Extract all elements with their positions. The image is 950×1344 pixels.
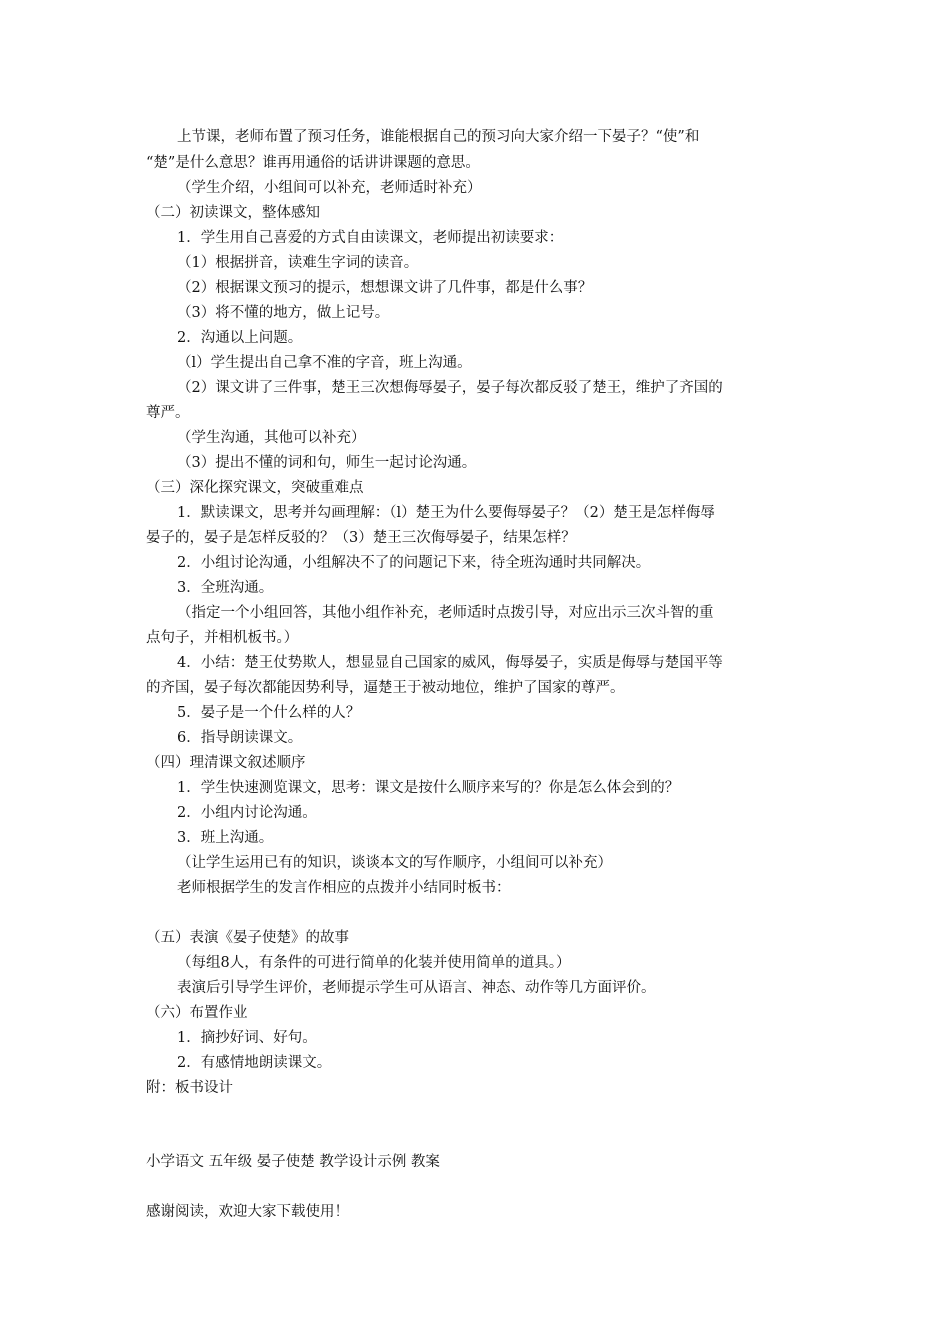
list-item: 2．沟通以上问题。 — [177, 330, 303, 346]
paragraph-line: 表演后引导学生评价，老师提示学生可从语言、神态、动作等几方面评价。 — [177, 980, 656, 996]
list-item: 6．指导朗读课文。 — [177, 730, 303, 746]
list-item: （3）将不懂的地方，做上记号。 — [177, 305, 390, 321]
paragraph-line: 附：板书设计 — [146, 1080, 233, 1096]
section-heading: （五）表演《晏子使楚》的故事 — [146, 930, 349, 946]
section-heading: （四）理清课文叙述顺序 — [146, 755, 306, 771]
footer-caption: 小学语文 五年级 晏子使楚 教学设计示例 教案 — [146, 1154, 440, 1170]
paragraph-line: 尊严。 — [146, 405, 190, 421]
list-item: 1．学生用自己喜爱的方式自由读课文，老师提出初读要求： — [177, 230, 564, 246]
paragraph-line: 上节课，老师布置了预习任务，谁能根据自己的预习向大家介绍一下晏子？“使”和 — [177, 129, 700, 145]
paragraph-line: （学生介绍，小组间可以补充，老师适时补充） — [177, 180, 482, 196]
list-item: （l）学生提出自己拿不准的字音，班上沟通。 — [177, 355, 472, 371]
paragraph-line: 点句子，并相机板书。） — [146, 630, 299, 646]
paragraph-line: 的齐国，晏子每次都能因势利导，逼楚王于被动地位，维护了国家的尊严。 — [146, 680, 625, 696]
list-item: （1）根据拼音，读难生字词的读音。 — [177, 255, 419, 271]
paragraph-line: （每组8人，有条件的可进行简单的化装并使用简单的道具。） — [177, 955, 571, 971]
list-item: 5．晏子是一个什么样的人？ — [177, 705, 361, 721]
paragraph-line: （指定一个小组回答，其他小组作补充，老师适时点拨引导，对应出示三次斗智的重 — [177, 605, 714, 621]
list-item: 3．全班沟通。 — [177, 580, 274, 596]
list-item: 1．学生快速测览课文，思考：课文是按什么顺序来写的？你是怎么体会到的？ — [177, 780, 680, 796]
list-item: 2．小组内讨论沟通。 — [177, 805, 317, 821]
section-heading: （二）初读课文，整体感知 — [146, 205, 320, 221]
paragraph-line: （让学生运用已有的知识，谈谈本文的写作顺序，小组间可以补充） — [177, 855, 612, 871]
paragraph-line: “楚”是什么意思？谁再用通俗的话讲讲课题的意思。 — [146, 155, 480, 171]
list-item: 4．小结：楚王仗势欺人，想显显自己国家的威风，侮辱晏子，实质是侮辱与楚国平等 — [177, 655, 723, 671]
list-item: （3）提出不懂的词和句，师生一起讨论沟通。 — [177, 455, 477, 471]
paragraph-line: 晏子的，晏子是怎样反驳的？（3）楚王三次侮辱晏子，结果怎样？ — [146, 530, 576, 546]
paragraph-line: （学生沟通，其他可以补充） — [177, 430, 366, 446]
list-item: （2）根据课文预习的提示，想想课文讲了几件事，都是什么事？ — [177, 280, 593, 296]
section-heading: （六）布置作业 — [146, 1005, 248, 1021]
paragraph-line: 老师根据学生的发言作相应的点拨并小结同时板书： — [177, 880, 511, 896]
list-item: 2．小组讨论沟通，小组解决不了的问题记下来，待全班沟通时共同解决。 — [177, 555, 651, 571]
section-heading: （三）深化探究课文，突破重难点 — [146, 480, 364, 496]
closing-note: 感谢阅读，欢迎大家下载使用！ — [146, 1204, 349, 1220]
list-item: （2）课文讲了三件事，楚王三次想侮辱晏子，晏子每次都反驳了楚王，维护了齐国的 — [177, 380, 723, 396]
list-item: 1．默读课文，思考并勾画理解：（l）楚王为什么要侮辱晏子？（2）楚王是怎样侮辱 — [177, 505, 715, 521]
list-item: 3．班上沟通。 — [177, 830, 274, 846]
list-item: 2．有感情地朗读课文。 — [177, 1055, 332, 1071]
list-item: 1．摘抄好词、好句。 — [177, 1030, 317, 1046]
